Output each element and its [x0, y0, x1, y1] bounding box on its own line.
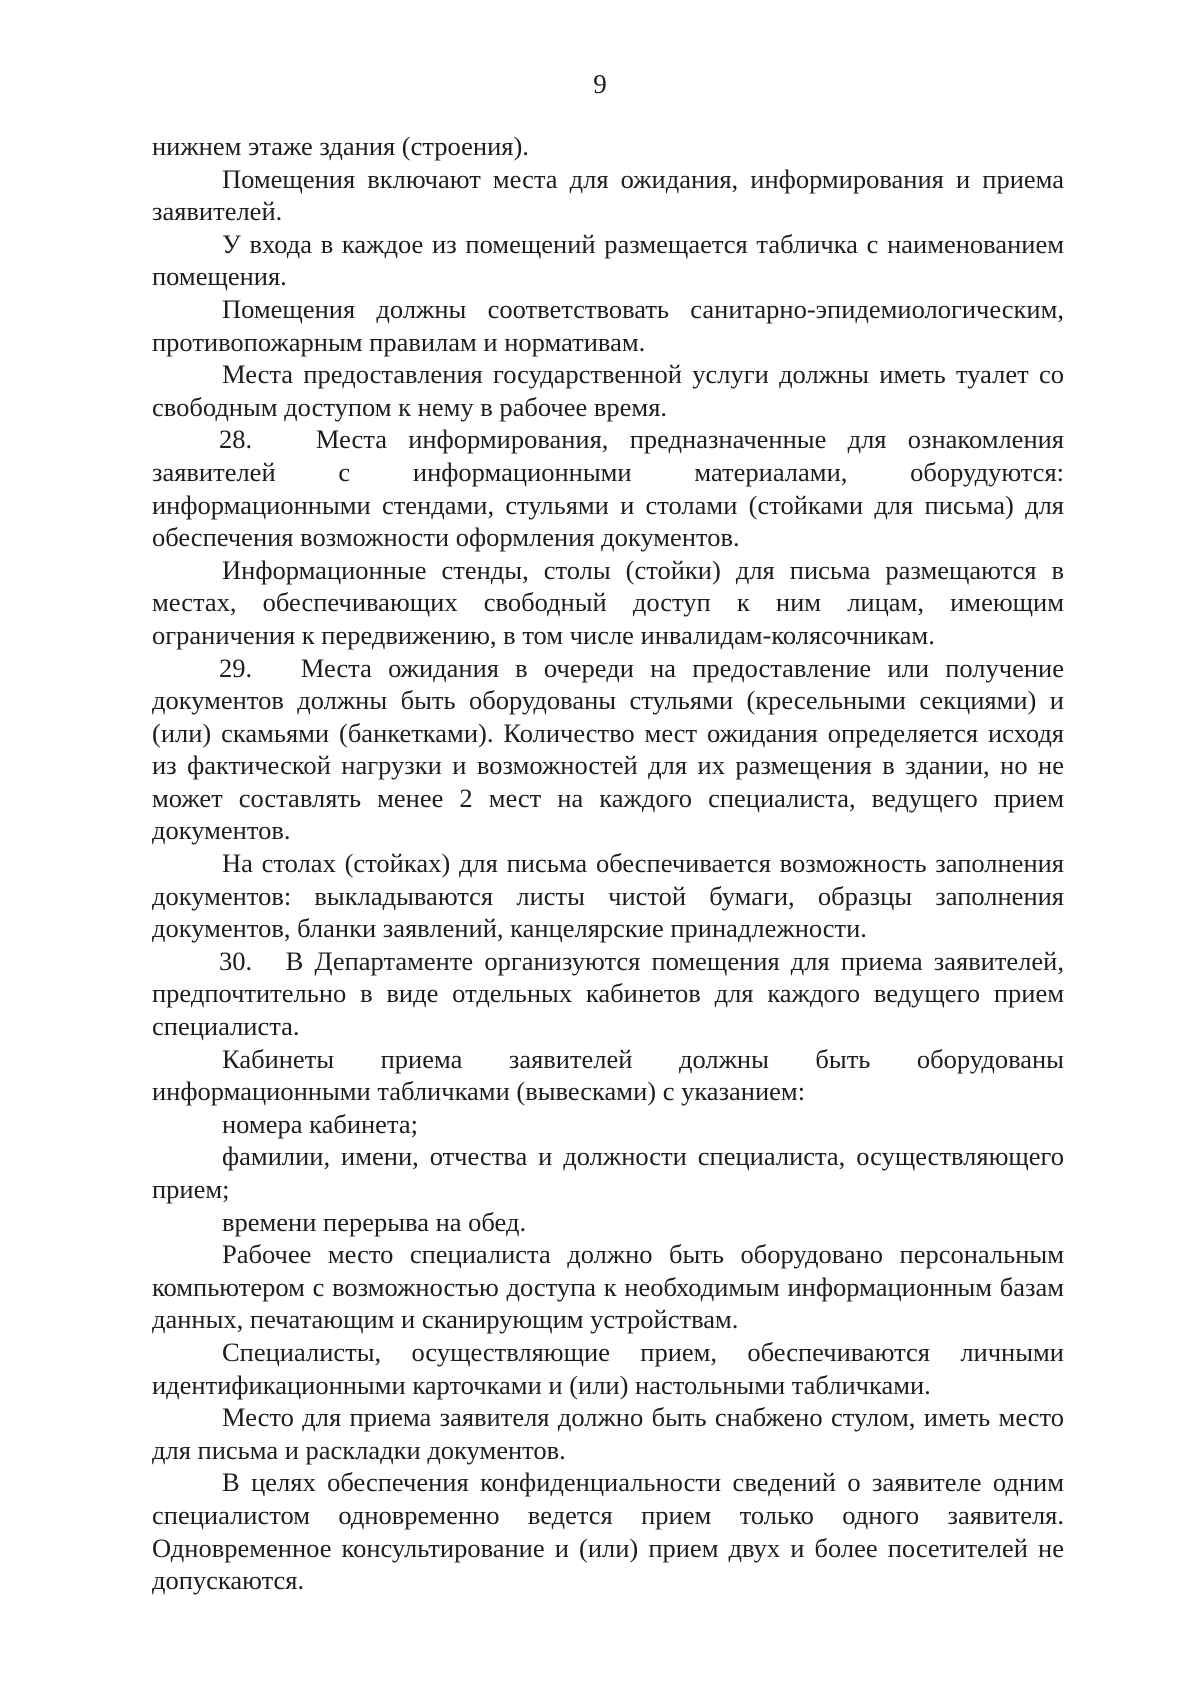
paragraph-confidentiality: В целях обеспечения конфиденциальности сведений о заявителе одним специалистом одновременно ведется прием только одного заявителя. Одновременное консультирование и (или) прием двух и более посетителей не допускаются. — [152, 1467, 1064, 1596]
paragraph-writing-tables: На столах (стойках) для письма обеспечивается возможность заполнения документов: выкладываются листы чистой бумаги, образцы заполнения документов, бланки заявлений, канцелярские принадлежности. — [152, 848, 1064, 944]
paragraph-premises-areas: Помещения включают места для ожидания, информирования и приема заявителей. — [152, 163, 1064, 227]
paragraph-info-stands: Информационные стенды, столы (стойки) для письма размещаются в местах, обеспечивающих свободный доступ к ним лицам, имеющим ограничения к передвижению, в том числе инвалидам-колясочникам. — [152, 554, 1064, 650]
list-item-specialist-name: фамилии, имени, отчества и должности специалиста, осуществляющего прием; — [152, 1141, 1064, 1204]
paragraph-sanitary-rules: Помещения должны соответствовать санитарно-эпидемиологическим, противопожарным правилам и нормативам. — [152, 293, 1064, 357]
paragraph-toilet: Места предоставления государственной услуги должны иметь туалет со свободным доступом к нему в рабочее время. — [152, 359, 1064, 422]
paragraph-item-29: 29. Места ожидания в очереди на предоставление или получение документов должны быть оборудованы стульями (кресельными секциями) и (или) скамьями (банкетками). Количество мест ожидания определяется исходя из фактической нагрузки и возможностей для их размещения в здании, но не может составлять менее 2 мест на каждого специалиста, ведущего прием документов. — [152, 652, 1064, 846]
paragraph-id-cards: Специалисты, осуществляющие прием, обеспечиваются личными идентификационными карточками и (или) настольными табличками. — [152, 1336, 1064, 1400]
paragraph-workplace: Рабочее место специалиста должно быть оборудовано персональным компьютером с возможностью доступа к необходимым информационным базам данных, печатающим и сканирующим устройствам. — [152, 1239, 1064, 1335]
paragraph-item-30: 30. В Департаменте организуются помещения для приема заявителей, предпочтительно в виде отдельных кабинетов для каждого ведущего прием специалиста. — [152, 945, 1064, 1042]
paragraph-office-signs: Кабинеты приема заявителей должны быть оборудованы информационными табличками (вывесками) с указанием: — [152, 1043, 1064, 1107]
paragraph-entrance-sign: У входа в каждое из помещений размещается табличка с наименованием помещения. — [152, 228, 1064, 292]
paragraph-continuation: нижнем этаже здания (строения). — [152, 131, 529, 161]
document-body — [152, 130, 1064, 1597]
paragraph-applicant-place: Место для приема заявителя должно быть снабжено стулом, иметь место для письма и раскладки документов. — [152, 1402, 1064, 1465]
paragraph-item-28: 28. Места информирования, предназначенные для ознакомления заявителей с информационными материалами, оборудуются: информационными стендами, стульями и столами (стойками для письма) для обеспечения возможности оформления документов. — [152, 424, 1064, 553]
page-number: 9 — [593, 69, 607, 99]
list-item-lunch-break: времени перерыва на обед. — [222, 1206, 527, 1237]
list-item-office-number: номера кабинета; — [222, 1108, 418, 1139]
